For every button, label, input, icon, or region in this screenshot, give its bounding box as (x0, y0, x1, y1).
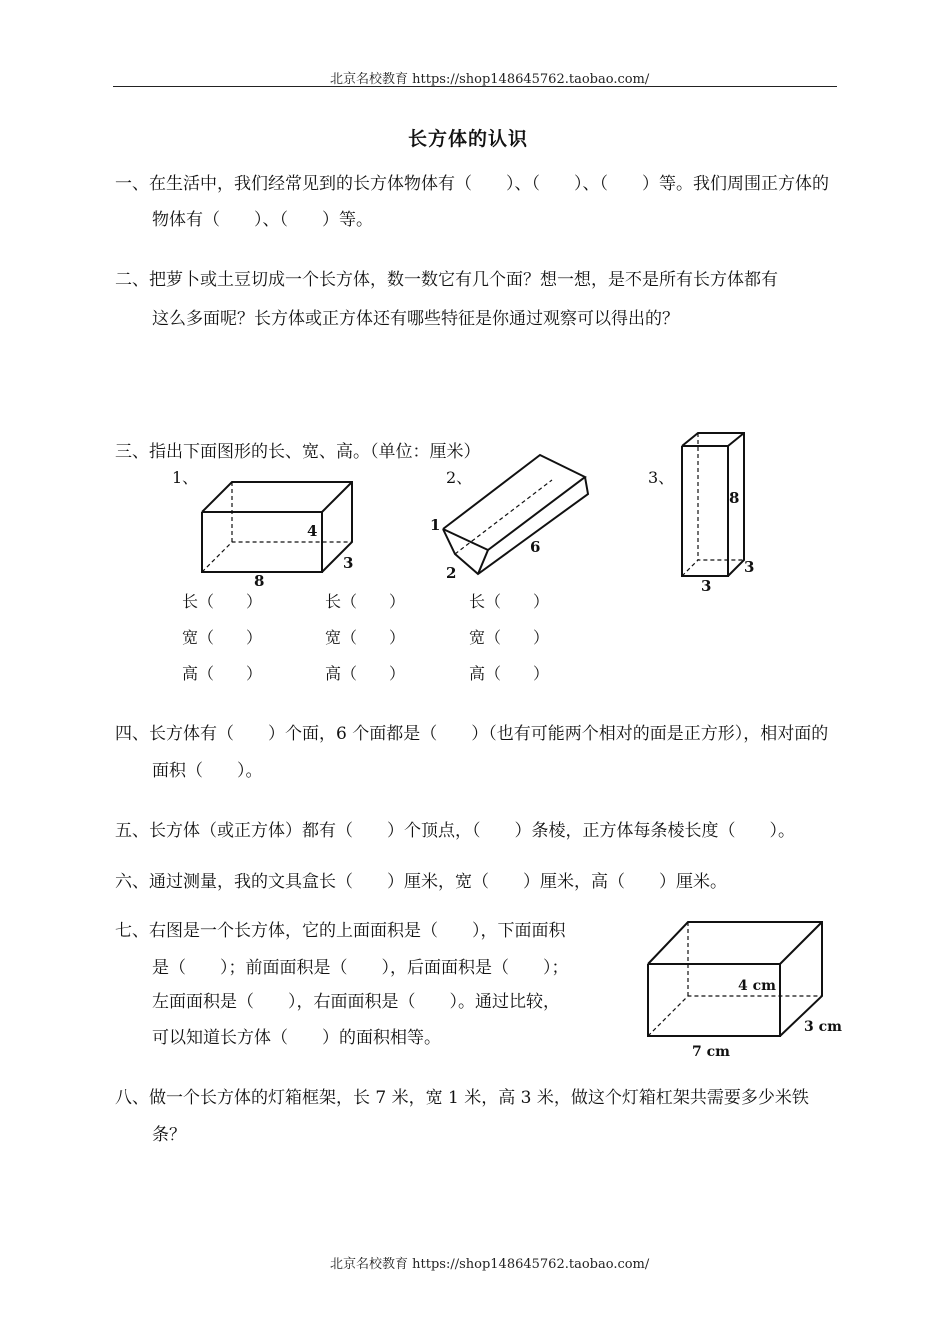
question-7-cuboid (636, 912, 848, 1062)
question-7-line-2: 是（ ）；前面面积是（ ），后面面积是（ ）； (152, 958, 569, 978)
question-4-line-1: 四、长方体有（ ）个面，6 个面都是（ ）（也有可能两个相对的面是正方形），相对面的 (115, 724, 829, 744)
page-header: 北京名校教育 https://shop148645762.taobao.com/ (330, 72, 650, 87)
figure-2-answer-width: 宽（ ） (325, 628, 406, 647)
figure-3-label-height: 8 (729, 489, 740, 507)
question-2-line-1: 二、把萝卜或土豆切成一个长方体，数一数它有几个面？想一想，是不是所有长方体都有 (115, 270, 778, 290)
figure-1-number: 1、 (172, 468, 199, 487)
question-7-line-3: 左面面积是（ ），右面面积是（ ）。通过比较， (152, 992, 560, 1012)
question-7-line-4: 可以知道长方体（ ）的面积相等。 (152, 1028, 441, 1048)
question-7-label-length: 7 cm (692, 1044, 730, 1060)
figure-1-label-length: 8 (254, 572, 265, 590)
page-footer: 北京名校教育 https://shop148645762.taobao.com/ (330, 1257, 650, 1272)
figure-2-label-2: 2 (446, 564, 457, 582)
figure-3-number: 3、 (648, 468, 675, 487)
question-3-line-1: 三、指出下面图形的长、宽、高。（单位：厘米） (115, 442, 481, 462)
figure-3-answer-height: 高（ ） (469, 664, 550, 683)
figure-1-cuboid (190, 472, 370, 590)
question-4-line-2: 面积（ ）。 (152, 761, 263, 781)
figure-1-answer-width: 宽（ ） (182, 628, 263, 647)
question-8-line-2: 条？ (152, 1125, 186, 1145)
figure-1-label-width: 3 (343, 554, 354, 572)
figure-3-label-width: 3 (744, 558, 755, 576)
figure-3-cuboid (670, 428, 770, 598)
question-1-line-1: 一、在生活中，我们经常见到的长方体物体有（ ）、（ ）、（ ）等。我们周围正方体的 (115, 174, 829, 194)
figure-2-answer-height: 高（ ） (325, 664, 406, 683)
figure-3-answer-length: 长（ ） (469, 592, 550, 611)
figure-3-answer-width: 宽（ ） (469, 628, 550, 647)
question-5: 五、长方体（或正方体）都有（ ）个顶点，（ ）条棱，正方体每条棱长度（ ）。 (115, 821, 795, 841)
figure-2-label-6: 6 (530, 538, 541, 556)
page-title: 长方体的认识 (408, 128, 529, 150)
question-1-line-2: 物体有（ ）、（ ）等。 (152, 210, 373, 230)
figure-2-cuboid (420, 452, 600, 582)
question-8-line-1: 八、做一个长方体的灯箱框架，长 7 米，宽 1 米，高 3 米，做这个灯箱杠架共需要多少米铁 (115, 1088, 809, 1108)
figure-2-label-1: 1 (430, 516, 441, 534)
figure-2-answer-length: 长（ ） (325, 592, 406, 611)
header-rule (113, 86, 837, 87)
figure-1-answer-length: 长（ ） (182, 592, 263, 611)
figure-2-number: 2、 (446, 468, 473, 487)
question-7-label-height: 4 cm (738, 978, 776, 994)
question-7-line-1: 七、右图是一个长方体，它的上面面积是（ ），下面面积 (115, 921, 566, 941)
figure-1-answer-height: 高（ ） (182, 664, 263, 683)
question-7-label-width: 3 cm (804, 1019, 842, 1035)
figure-3-label-length: 3 (701, 577, 712, 595)
question-6: 六、通过测量，我的文具盒长（ ）厘米，宽（ ）厘米，高（ ）厘米。 (115, 872, 727, 892)
figure-1-label-height: 4 (307, 522, 318, 540)
question-2-line-2: 这么多面呢？长方体或正方体还有哪些特征是你通过观察可以得出的？ (152, 309, 679, 329)
